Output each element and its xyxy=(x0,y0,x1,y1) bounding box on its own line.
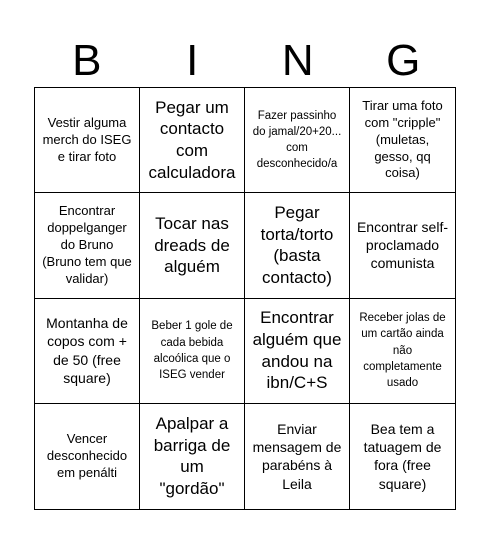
bingo-cell-r1c3[interactable]: Fazer passinho do jamal/20+20... com desconhecido/a xyxy=(245,88,350,193)
bingo-cell-r3c3[interactable]: Encontrar alguém que andou na ibn/C+S xyxy=(245,299,350,404)
header-letter-b: B xyxy=(72,36,102,85)
bingo-cell-r4c2[interactable]: Apalpar a barriga de um "gordão" xyxy=(140,404,245,509)
bingo-cell-r3c4[interactable]: Receber jolas de um cartão ainda não completamente usado xyxy=(350,299,455,404)
bingo-cell-r4c4[interactable]: Bea tem a tatuagem de fora (free square) xyxy=(363,421,442,492)
bingo-cell-r4c1[interactable]: Vencer desconhecido em penálti xyxy=(35,404,140,509)
bingo-cell-r4c3[interactable]: Enviar mensagem de parabéns à Leila xyxy=(245,404,350,509)
bingo-board xyxy=(34,87,456,510)
bingo-cell-r1c1[interactable]: Vestir alguma merch do ISEG e tirar foto xyxy=(35,88,140,193)
header-letter-i: I xyxy=(186,36,199,85)
bingo-cell-r3c1[interactable]: Montanha de copos com + de 50 (free square) xyxy=(35,299,140,404)
bingo-header xyxy=(34,36,456,86)
bingo-cell-r2c3[interactable]: Pegar torta/torto (basta contacto) xyxy=(245,193,350,298)
header-letter-n: N xyxy=(281,36,314,85)
bingo-cell-r3c2[interactable]: Beber 1 gole de cada bebida alcoólica que o ISEG vender xyxy=(140,299,245,404)
bingo-cell-r2c4[interactable]: Encontrar self-proclamado comunista xyxy=(350,193,455,298)
bingo-cell-r1c2[interactable]: Pegar um contacto com calculadora xyxy=(140,88,245,193)
bingo-cell-r2c2[interactable]: Tocar nas dreads de alguém xyxy=(140,193,245,298)
header-letter-g: G xyxy=(386,36,421,85)
bingo-cell-r2c1[interactable]: Encontrar doppelganger do Bruno (Bruno tem que validar) xyxy=(35,193,140,298)
bingo-cell-r1c4[interactable]: Tirar uma foto com "cripple" (muletas, gesso, qq coisa) xyxy=(350,88,455,193)
